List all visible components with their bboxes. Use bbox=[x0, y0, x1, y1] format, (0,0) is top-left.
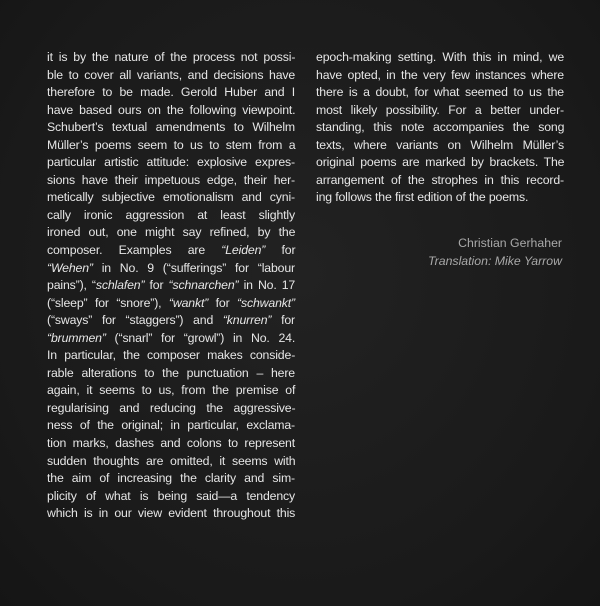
text-segment: have opted, in the very few instances where bbox=[316, 67, 564, 82]
text-line bbox=[47, 277, 295, 295]
text-segment: metically subjective emotionalism and cyni- bbox=[47, 190, 295, 205]
text-segment: original poems are marked by brackets. The bbox=[316, 155, 565, 170]
text-segment: most likely possibility. For a better under- bbox=[316, 102, 564, 117]
text-line bbox=[47, 400, 295, 418]
text-segment: (“sways” for “staggers”) and bbox=[47, 313, 223, 328]
text-line bbox=[47, 330, 295, 348]
text-line bbox=[316, 67, 564, 85]
text-line bbox=[47, 295, 295, 313]
text-segment: in No. 17 bbox=[238, 278, 296, 293]
text-line bbox=[47, 470, 295, 488]
text-line bbox=[47, 417, 295, 435]
text-segment: ble to cover all variants, and decisions have bbox=[47, 67, 296, 82]
text-segment: ness of the original; in particular, exclama- bbox=[47, 418, 295, 433]
text-line bbox=[316, 189, 564, 207]
text-segment: (“sleep” for “snore”), bbox=[47, 295, 169, 310]
text-line bbox=[47, 260, 295, 278]
text-segment: which is in our view evident throughout this bbox=[47, 506, 296, 521]
text-line bbox=[47, 172, 295, 190]
text-segment: ing follows the first edition of the poems. bbox=[316, 190, 529, 205]
text-segment: arrangement of the strophes in this record- bbox=[316, 172, 564, 187]
text-segment: Müller’s poems seem to us to stem from a bbox=[47, 137, 296, 152]
text-line bbox=[47, 453, 295, 471]
text-line bbox=[47, 84, 295, 102]
text-segment: for bbox=[208, 295, 238, 310]
text-line bbox=[316, 172, 564, 190]
text-segment: tion marks, dashes and colons to represent bbox=[47, 436, 295, 451]
text-line bbox=[47, 365, 295, 383]
left-text-column bbox=[47, 49, 295, 523]
text-line bbox=[47, 67, 295, 85]
text-line bbox=[47, 154, 295, 172]
text-segment: sions have their impetuous edge, their her- bbox=[47, 172, 295, 187]
text-line bbox=[316, 84, 564, 102]
text-line bbox=[47, 207, 295, 225]
right-text-column bbox=[316, 49, 564, 207]
italic-text: “schnarchen” bbox=[168, 278, 239, 293]
text-line bbox=[316, 119, 564, 137]
text-segment: (“snarl” for “growl”) in No. 24. bbox=[105, 330, 296, 345]
text-line bbox=[47, 242, 295, 260]
text-line bbox=[47, 505, 295, 523]
text-segment: composer. Examples are bbox=[47, 243, 222, 258]
text-segment: epoch-making setting. With this in mind, we bbox=[316, 50, 565, 64]
text-segment: there is a doubt, for what seemed to us the bbox=[316, 85, 564, 100]
signature-author: Christian Gerhaher bbox=[458, 236, 562, 250]
text-segment: for bbox=[271, 313, 295, 328]
text-line bbox=[47, 137, 295, 155]
text-line bbox=[47, 382, 295, 400]
text-segment: it is by the nature of the process not possi- bbox=[47, 50, 296, 64]
text-segment: for bbox=[144, 278, 169, 293]
signature-translation: Translation: Mike Yarrow bbox=[428, 254, 562, 268]
text-segment: pains”), “ bbox=[47, 278, 96, 293]
text-segment: in No. 9 (“sufferings” for “labour bbox=[92, 260, 295, 275]
text-line bbox=[47, 435, 295, 453]
text-segment: the aim of increasing the clarity and sim- bbox=[47, 471, 295, 486]
text-segment: particular artistic attitude: explosive expres- bbox=[47, 155, 295, 170]
text-line bbox=[316, 49, 564, 67]
text-segment: plicity of what is being said—a tendency bbox=[47, 488, 296, 503]
text-segment: standing, this note accompanies the song bbox=[316, 120, 565, 135]
text-segment: Schubert’s textual amendments to Wilhelm bbox=[47, 120, 295, 135]
text-segment: have based ours on the following viewpoint. bbox=[47, 102, 296, 117]
italic-text: “Leiden” bbox=[221, 243, 266, 258]
italic-text: “brummen” bbox=[47, 330, 106, 345]
text-line bbox=[316, 154, 564, 172]
text-line bbox=[47, 488, 295, 506]
text-segment: rable alterations to the punctuation – here bbox=[47, 365, 295, 380]
italic-text: “Wehen” bbox=[47, 260, 93, 275]
text-segment: sudden thoughts are omitted, it seems with bbox=[47, 453, 296, 468]
text-segment: cally ironic aggression at least slightly bbox=[47, 207, 295, 222]
text-segment: therefore to be made. Gerold Huber and I bbox=[47, 85, 295, 100]
text-line bbox=[316, 102, 564, 120]
text-segment: for bbox=[265, 243, 296, 258]
text-line bbox=[47, 102, 295, 120]
text-segment: regularising and reducing the aggressive- bbox=[47, 400, 296, 415]
text-line bbox=[47, 224, 295, 242]
text-line bbox=[47, 49, 295, 67]
text-line bbox=[47, 119, 295, 137]
text-segment: ironed out, one might say refined, by the bbox=[47, 225, 296, 240]
italic-text: schlafen” bbox=[95, 278, 145, 293]
italic-text: “knurren” bbox=[222, 313, 272, 328]
text-segment: again, it seems to us, from the premise of bbox=[47, 383, 296, 398]
italic-text: “wankt” bbox=[168, 295, 209, 310]
text-line bbox=[316, 137, 564, 155]
text-line bbox=[47, 189, 295, 207]
text-segment: texts, where variants on Wilhelm Müller’s bbox=[316, 137, 564, 152]
text-line bbox=[47, 312, 295, 330]
text-segment: In particular, the composer makes conside- bbox=[47, 348, 296, 363]
italic-text: “schwankt” bbox=[237, 295, 295, 310]
text-line bbox=[47, 347, 295, 365]
